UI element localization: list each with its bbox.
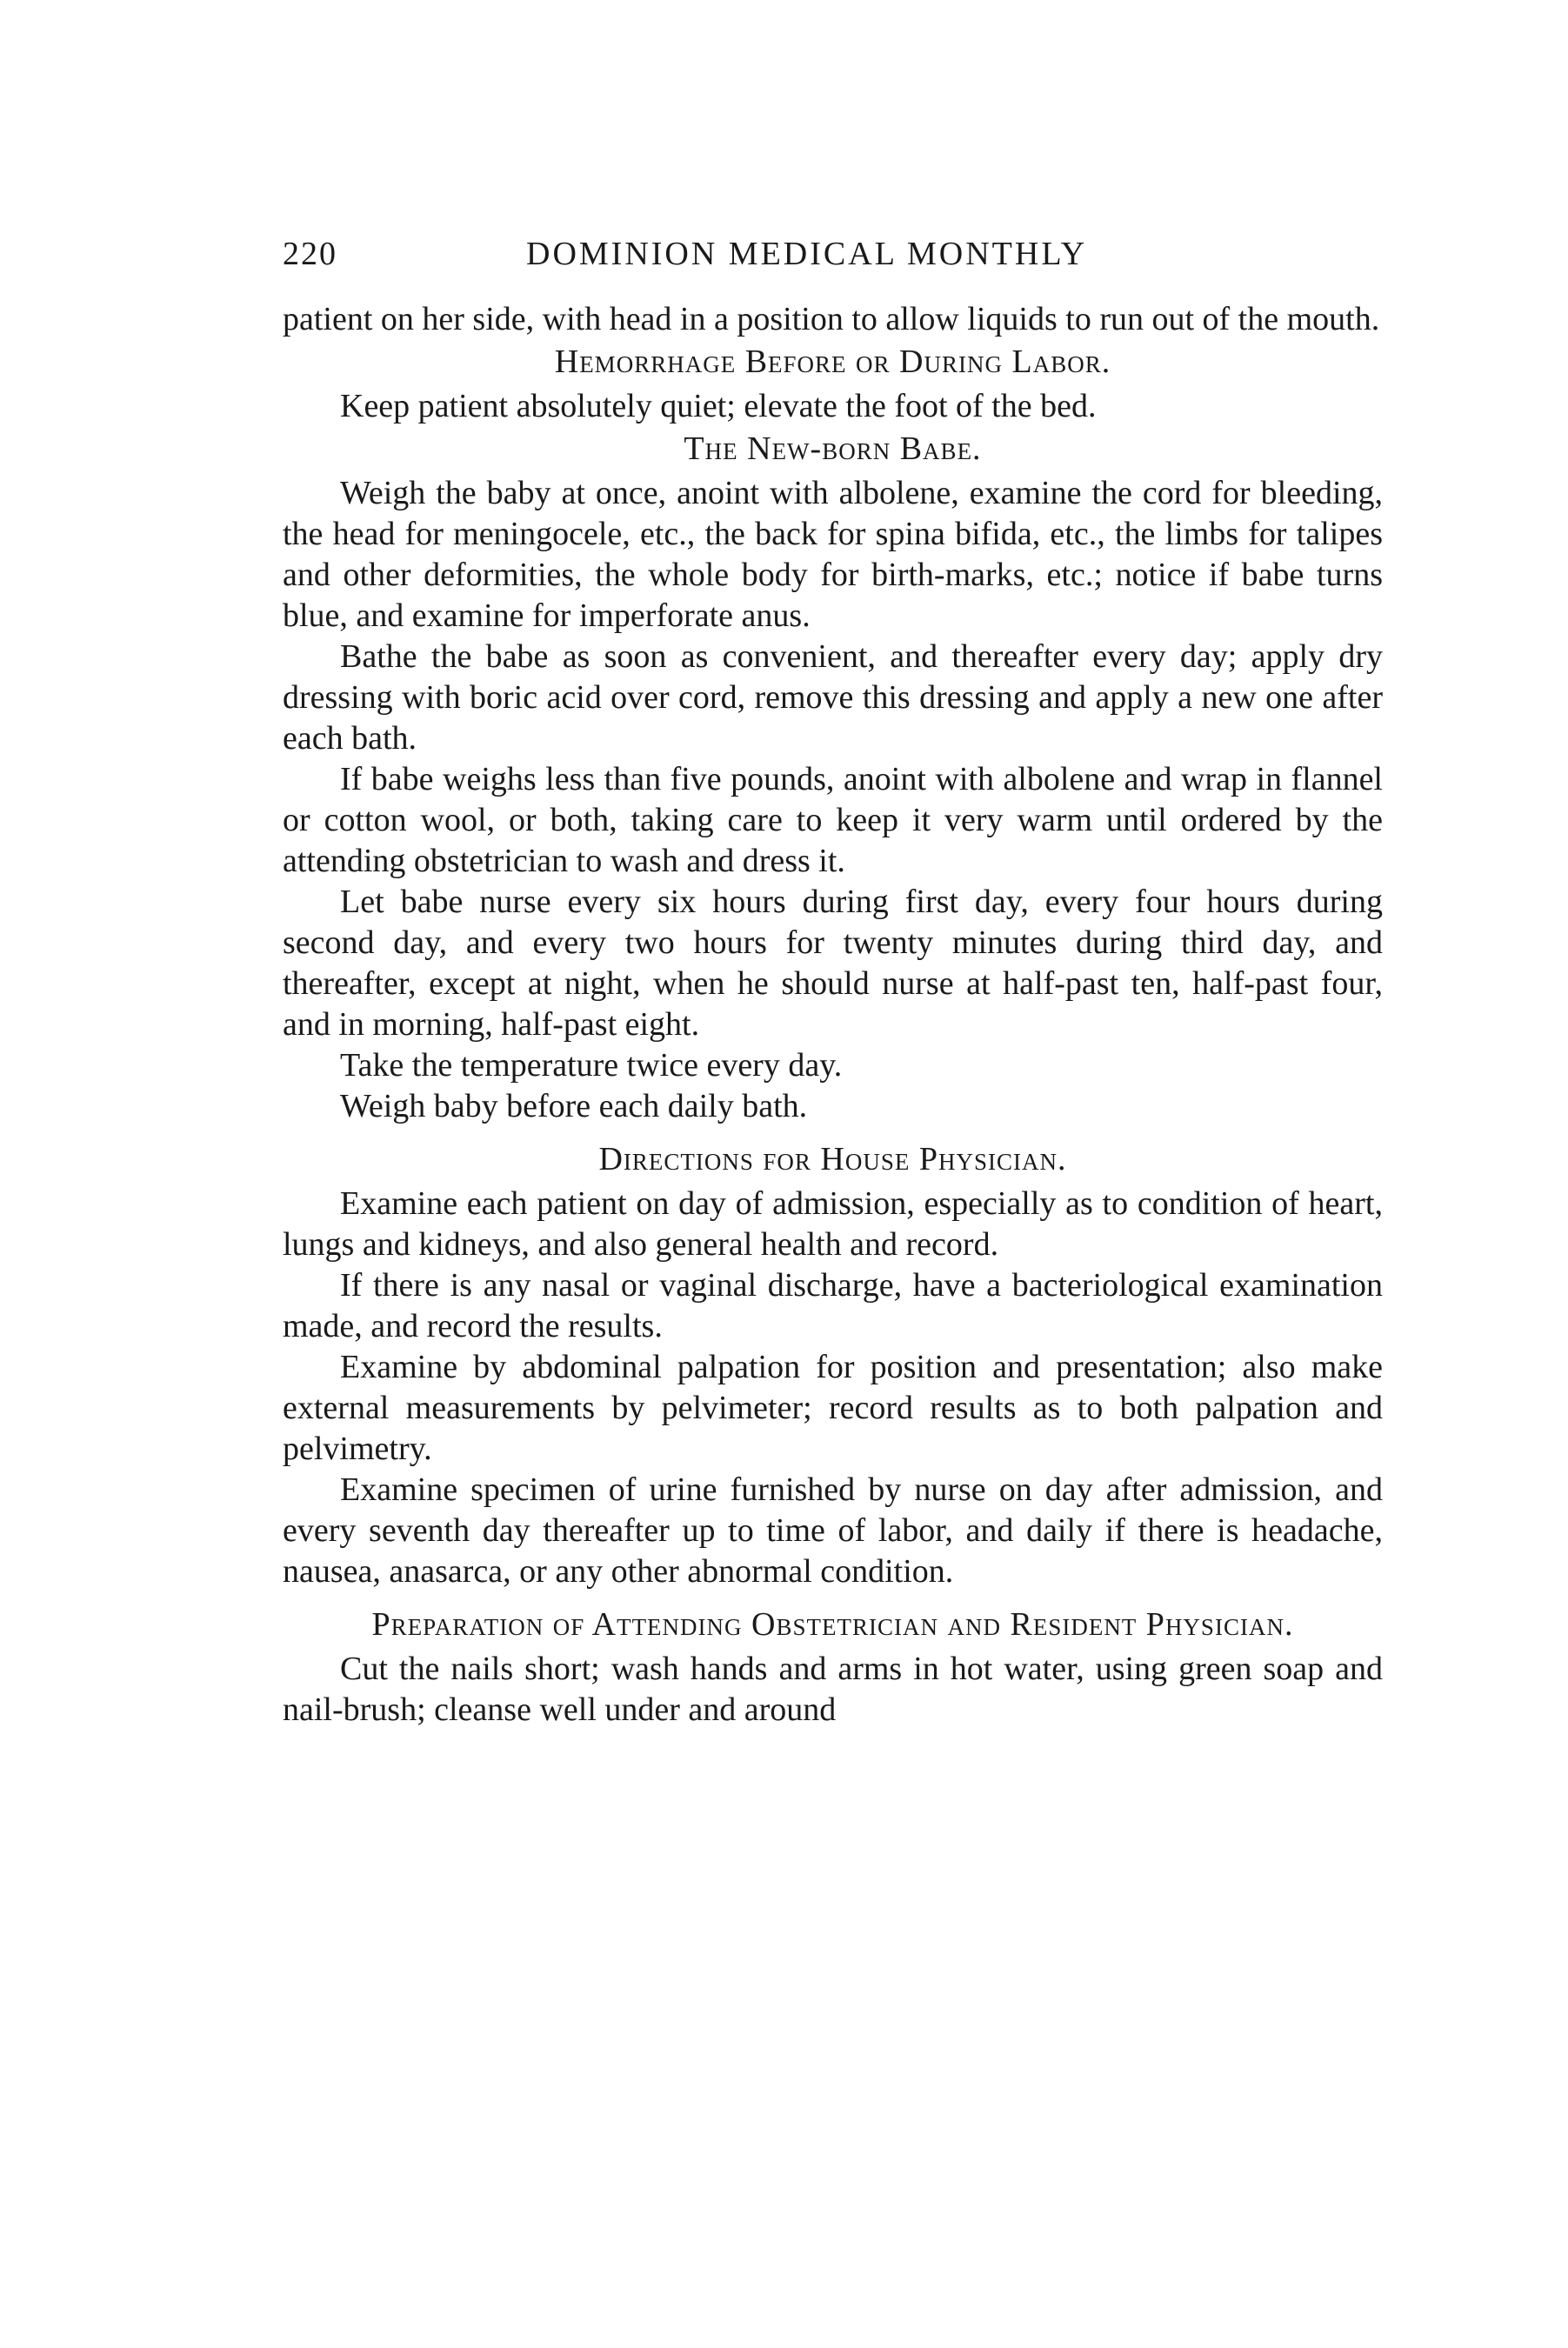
section-heading: Preparation of Attending Obstetrician and Resident Physician. — [371, 1606, 1294, 1643]
paragraph: Cut the nails short; wash hands and arms in hot water, using green soap and nail-brush; cleanse well under and around — [283, 1651, 1383, 1728]
paragraph: Examine specimen of urine furnished by nurse on day after admission, and every seventh day thereafter up to time of labor, and daily if there is headache, nausea, anasarca, or any other abnormal condition. — [283, 1471, 1383, 1590]
paragraph: patient on her side, with head in a position to allow liquids to run out of the mouth. — [283, 301, 1380, 337]
paragraph: Weigh baby before each daily bath. — [340, 1088, 808, 1124]
body-text — [283, 299, 1383, 1731]
paragraph: If babe weighs less than five pounds, anoint with albolene and wrap in flannel or cotton wool, or both, taking care to keep it very warm until ordered by the attending obstetrician to wash and dress it. — [283, 761, 1383, 879]
journal-title: DOMINION MEDICAL MONTHLY — [526, 236, 1088, 272]
paragraph: Examine by abdominal palpation for position and presentation; also make external measurements by pelvimeter; record results as to both palpation and pelvimetry. — [283, 1349, 1383, 1467]
paragraph: Weigh the baby at once, anoint with albolene, examine the cord for bleeding, the head for meningocele, etc., the back for spina bifida, etc., the limbs for talipes and other deformities, the whole body for birth-marks, etc.; notice if babe turns blue, and examine for imperforate anus. — [283, 475, 1383, 634]
paragraph: Let babe nurse every six hours during first day, every four hours during second day, and every two hours for twenty minutes during third day, and thereafter, except at night, when he should nurse at half-past ten, half-past four, and in morning, half-past eight. — [283, 884, 1383, 1043]
paragraph: Examine each patient on day of admission, especially as to condition of heart, lungs and kidneys, and also general health and record. — [283, 1185, 1383, 1263]
running-head — [283, 235, 1383, 278]
paragraph: Take the temperature twice every day. — [340, 1047, 843, 1084]
paragraph: Keep patient absolutely quiet; elevate the foot of the bed. — [340, 388, 1097, 424]
section-heading: Hemorrhage Before or During Labor. — [554, 344, 1111, 380]
paragraph: Bathe the babe as soon as convenient, and thereafter every day; apply dry dressing with boric acid over cord, remove this dressing and apply a new one after each bath. — [283, 638, 1383, 757]
section-heading: Directions for House Physician. — [598, 1141, 1067, 1177]
page-number: 220 — [283, 236, 337, 272]
paragraph: If there is any nasal or vaginal discharge, have a bacteriological examination made, and record the results. — [283, 1267, 1383, 1344]
section-heading: The New-born Babe. — [684, 430, 982, 467]
document-page — [283, 235, 1383, 1731]
